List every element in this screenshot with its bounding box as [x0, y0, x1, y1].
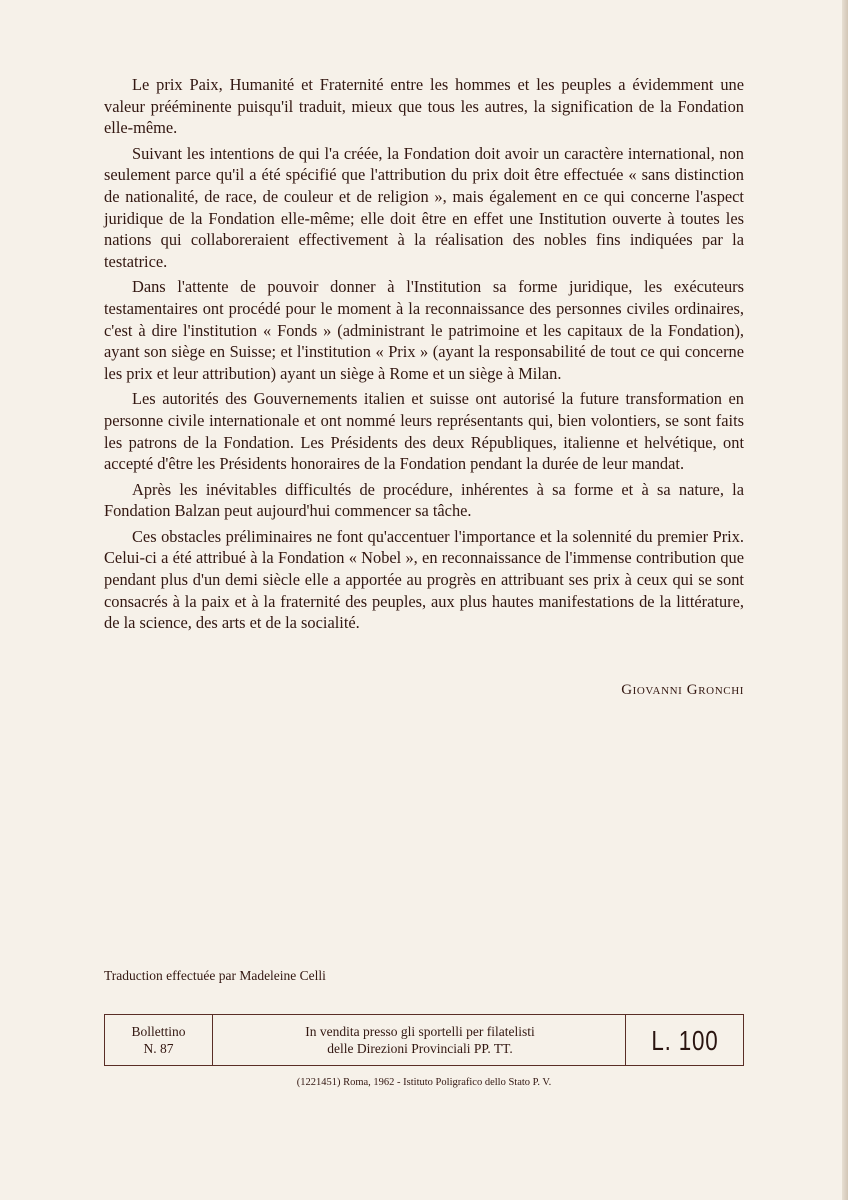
- signature: Giovanni Gronchi: [621, 682, 744, 698]
- paragraph-5: Après les inévitables difficultés de procédure, inhérentes à sa forme et à sa nature, la Fondation Balzan peut aujourd'hui commencer sa tâche.: [104, 479, 744, 521]
- article-body: [104, 74, 744, 638]
- bulletin-number: N. 87: [143, 1041, 174, 1056]
- price: L. 100: [650, 1024, 719, 1056]
- sale-info-cell: [213, 1015, 627, 1065]
- paragraph-2: Suivant les intentions de qui l'a créée, la Fondation doit avoir un caractère international, non seulement parce qu'il a été spécifié que l'attribution du prix doit être effectuée « sans distinction de nationalité, de race, de couleur et de religion », mais également en ce qui concerne l'aspect juridique de la Fondation elle-même; elle doit être en effet une Institution ouverte à toutes les nations qui collaboreraient effectivement à la réalisation des nobles fins indiquées par la testatrice.: [104, 143, 744, 271]
- sale-line-2: delle Direzioni Provinciali PP. TT.: [327, 1041, 513, 1056]
- bulletin-cell: [105, 1015, 213, 1065]
- translation-credit: Traduction effectuée par Madeleine Celli: [104, 968, 326, 983]
- footer-box: [104, 1014, 744, 1066]
- sale-line-1: In vendita presso gli sportelli per filatelisti: [305, 1024, 535, 1039]
- paragraph-4: Les autorités des Gouvernements italien et suisse ont autorisé la future transformation en personne civile internationale et ont nommé leurs représentants qui, bien volontiers, se sont faits les patrons de la Fondation. Les Présidents des deux Républiques, italienne et helvétique, ont accepté d'être les Présidents honoraires de la Fondation pendant la durée de leur mandat.: [104, 389, 744, 474]
- paragraph-3: Dans l'attente de pouvoir donner à l'Institution sa forme juridique, les exécuteurs testamentaires ont procédé pour le moment à la reconnaissance des personnes civiles ordinaires, c'est à dire l'institution « Fonds » (administrant le patrimoine et les capitaux de la Fondation), ayant son siège en Suisse; et l'institution « Prix » (ayant la responsabilité de tout ce qui concerne les prix et leur attribution) ayant un siège à Rome et un siège à Milan.: [104, 277, 744, 383]
- printer-imprint: (1221451) Roma, 1962 - Istituto Poligrafico dello Stato P. V.: [296, 1077, 552, 1088]
- price-cell: [625, 1015, 743, 1065]
- bulletin-label: Bollettino: [131, 1024, 186, 1039]
- paragraph-6: Ces obstacles préliminaires ne font qu'accentuer l'importance et la solennité du premier Prix. Celui-ci a été attribué à la Fondation « Nobel », en reconnaissance de l'immense contribution que pendant plus d'un demi siècle elle a apportée au progrès en attribuant ses prix à ceux qui se sont consacrés à la paix et à la fraternité des peuples, aux plus hautes manifestations de la littérature, de la science, des arts et de la socialité.: [104, 526, 744, 633]
- paragraph-1: Le prix Paix, Humanité et Fraternité entre les hommes et les peuples a évidemment une valeur prééminente puisqu'il traduit, mieux que tous les autres, la signification de la Fondation elle-même.: [104, 75, 744, 138]
- page-edge: [842, 0, 848, 1200]
